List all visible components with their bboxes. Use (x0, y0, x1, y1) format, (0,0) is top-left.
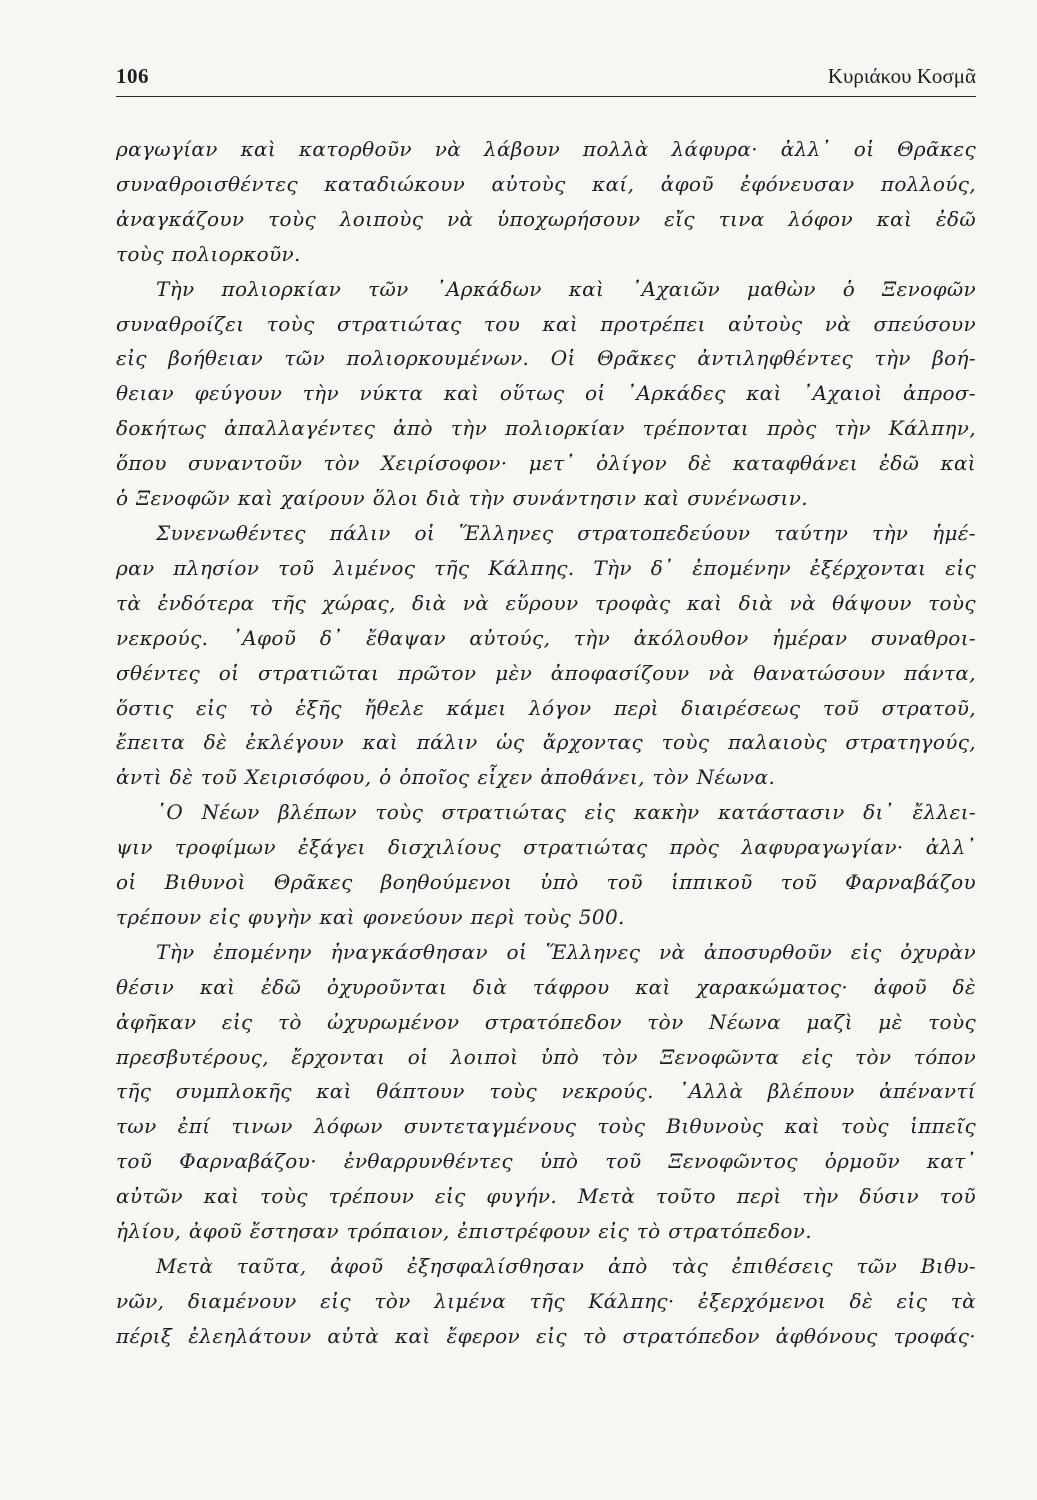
text-line: τῆς συμπλοκῆς καὶ θάπτουν τοὺς νεκρούς. ᾿Αλλὰ βλέπουν ἀπέναντί (116, 1079, 976, 1104)
text-line: τρέπουν εἰς φυγὴν καὶ φονεύουν περὶ τοὺς 500. (116, 904, 625, 929)
paragraph-2 (116, 272, 976, 516)
text-line: ὅπου συναντοῦν τὸν Χειρίσοφον· μετ᾽ ὀλίγον δὲ καταφθάνει ἐδῶ καὶ (116, 451, 976, 476)
running-head: Κυριάκου Κοσμᾶ (827, 64, 976, 88)
text-line: ἡλίου, ἀφοῦ ἔστησαν τρόπαιον, ἐπιστρέφουν εἰς τὸ στρατόπεδον. (116, 1219, 813, 1244)
paragraph-1 (116, 132, 976, 272)
page-number: 106 (116, 64, 149, 88)
page-header (116, 64, 976, 92)
text-line: σθέντες οἱ στρατιῶται πρῶτον μὲν ἀποφασίζουν νὰ θανατώσουν πάντα, (116, 660, 976, 685)
text-line: ραγωγίαν καὶ κατορθοῦν νὰ λάβουν πολλὰ λάφυρα· ἀλλ᾽ οἱ Θρᾶκες (116, 137, 976, 161)
text-line: ὅστις εἰς τὸ ἑξῆς ἤθελε κάμει λόγον περὶ διαιρέσεως τοῦ στρατοῦ, (116, 695, 976, 720)
text-line: Συνενωθέντες πάλιν οἱ Ἕλληνες στρατοπεδεύουν ταύτην τὴν ἡμέ- (156, 520, 976, 545)
text-line: ῾Ο Νέων βλέπων τοὺς στρατιώτας εἰς κακὴν κατάστασιν δι᾽ ἔλλει- (156, 800, 976, 825)
text-line: νῶν, διαμένουν εἰς τὸν λιμένα τῆς Κάλπης· ἐξερχόμενοι δὲ εἰς τὰ (116, 1288, 976, 1313)
text-line: Μετὰ ταῦτα, ἀφοῦ ἐξησφαλίσθησαν ἀπὸ τὰς ἐπιθέσεις τῶν Βιθυ- (156, 1254, 976, 1278)
text-line: εἰς βοήθειαν τῶν πολιορκουμένων. Οἱ Θρᾶκες ἀντιληφθέντες τὴν βοή- (116, 346, 976, 371)
text-line: ραν πλησίον τοῦ λιμένος τῆς Κάλπης. Τὴν δ᾽ ἐπομένην ἐξέρχονται εἰς (116, 555, 976, 580)
text-line: οἱ Βιθυνοὶ Θρᾶκες βοηθούμενοι ὑπὸ τοῦ ἱππικοῦ τοῦ Φαρναβάζου (116, 870, 976, 895)
text-line: πέριξ ἐλεηλάτουν αὐτὰ καὶ ἔφερον εἰς τὸ στρατόπεδον ἀφθόνους τροφάς· (116, 1323, 976, 1348)
text-line: τοῦ Φαρναβάζου· ἐνθαρρυνθέντες ὑπὸ τοῦ Ξενοφῶντος ὁρμοῦν κατ᾽ (116, 1149, 976, 1174)
text-line: τοὺς πολιορκοῦν. (116, 241, 301, 266)
text-line: δοκήτως ἀπαλλαγέντες ἀπὸ τὴν πολιορκίαν τρέπονται πρὸς τὴν Κάλπην, (116, 416, 976, 441)
text-line: συναθροισθέντες καταδιώκουν αὐτοὺς καί, ἀφοῦ ἐφόνευσαν πολλούς, (116, 171, 976, 196)
text-line: νεκρούς. ᾿Αφοῦ δ᾽ ἔθαψαν αὐτούς, τὴν ἀκόλουθον ἡμέραν συναθροι- (116, 625, 976, 650)
text-line: ἀφῆκαν εἰς τὸ ὠχυρωμένον στρατόπεδον τὸν Νέωνα μαζὶ μὲ τοὺς (116, 1009, 976, 1034)
text-line: τὰ ἐνδότερα τῆς χώρας, διὰ νὰ εὕρουν τροφὰς καὶ διὰ νὰ θάψουν τοὺς (116, 590, 976, 615)
text-line: ἀντὶ δὲ τοῦ Χειρισόφου, ὁ ὁποῖος εἶχεν ἀποθάνει, τὸν Νέωνα. (116, 765, 776, 790)
paragraph-6 (116, 1249, 976, 1354)
body-text (116, 132, 976, 1354)
text-line: θέσιν καὶ ἐδῶ ὀχυροῦνται διὰ τάφρου καὶ χαρακώματος· ἀφοῦ δὲ (116, 974, 976, 999)
text-line: συναθροίζει τοὺς στρατιώτας του καὶ προτρέπει αὐτοὺς νὰ σπεύσουν (116, 311, 976, 336)
text-line: ἀναγκάζουν τοὺς λοιποὺς νὰ ὑποχωρήσουν εἴς τινα λόφον καὶ ἐδῶ (116, 206, 976, 231)
paragraph-3 (116, 516, 976, 795)
text-line: ὁ Ξενοφῶν καὶ χαίρουν ὅλοι διὰ τὴν συνάντησιν καὶ συνένωσιν. (116, 486, 808, 511)
text-line: θειαν φεύγουν τὴν νύκτα καὶ οὕτως οἱ ᾿Αρκάδες καὶ ᾿Αχαιοὶ ἀπροσ- (116, 381, 976, 406)
text-line: των ἐπί τινων λόφων συντεταγμένους τοὺς Βιθυνοὺς καὶ τοὺς ἱππεῖς (116, 1114, 976, 1139)
text-line: Τὴν πολιορκίαν τῶν ᾿Αρκάδων καὶ ᾿Αχαιῶν μαθὼν ὁ Ξενοφῶν (156, 276, 976, 301)
text-line: ψιν τροφίμων ἐξάγει δισχιλίους στρατιώτας πρὸς λαφυραγωγίαν· ἀλλ᾽ (116, 835, 976, 860)
header-rule (116, 96, 976, 97)
text-line: ἔπειτα δὲ ἐκλέγουν καὶ πάλιν ὡς ἄρχοντας τοὺς παλαιοὺς στρατηγούς, (116, 730, 976, 755)
text-line: αὐτῶν καὶ τοὺς τρέπουν εἰς φυγήν. Μετὰ τοῦτο περὶ τὴν δύσιν τοῦ (116, 1184, 976, 1209)
text-line: Τὴν ἐπομένην ἠναγκάσθησαν οἱ Ἕλληνες νὰ ἀποσυρθοῦν εἰς ὀχυρὰν (156, 939, 976, 964)
paragraph-5 (116, 935, 976, 1249)
text-line: πρεσβυτέρους, ἔρχονται οἱ λοιποὶ ὑπὸ τὸν Ξενοφῶντα εἰς τὸν τόπον (116, 1044, 976, 1069)
paragraph-4 (116, 795, 976, 935)
